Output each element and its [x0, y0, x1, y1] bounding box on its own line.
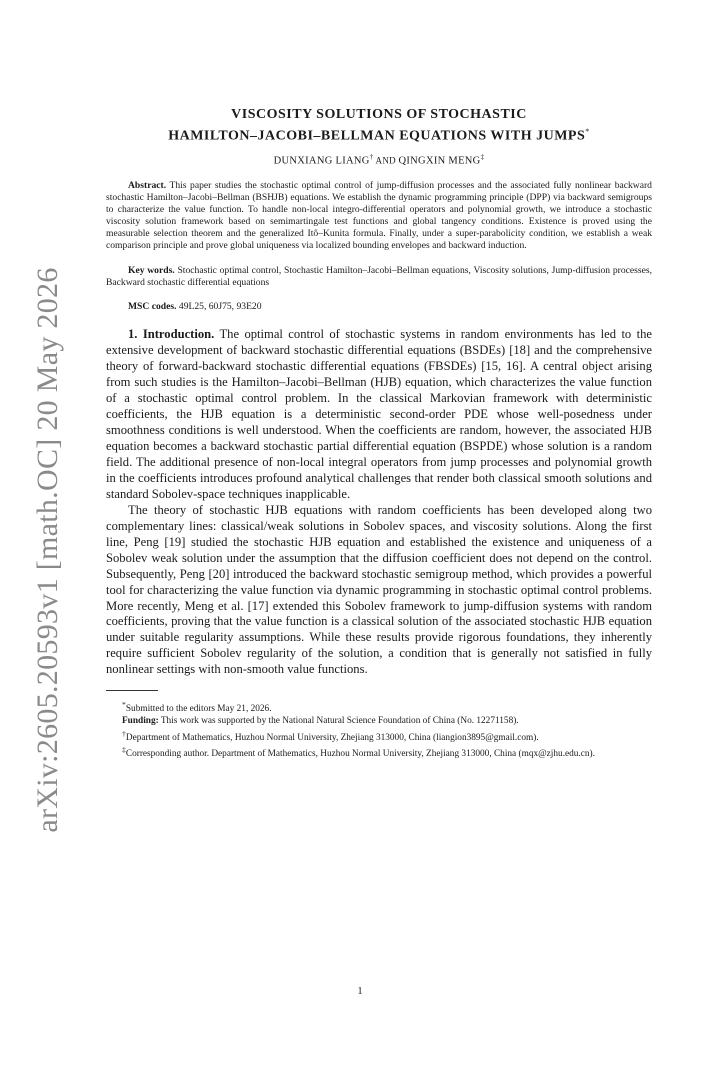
- arxiv-sidebar: [18, 267, 78, 833]
- footnote-funding: Funding: This work was supported by the National Natural Science Foundation of China (No. 12271158).: [122, 715, 519, 726]
- footnote-submitted: *Submitted to the editors May 21, 2026.: [122, 700, 272, 715]
- author-1: DUNXIANG LIANG: [273, 155, 370, 167]
- keywords-text: Stochastic optimal control, Stochastic Hamilton–Jacobi–Bellman equations, Viscosity solutions, Jump-diffusion processes, Backward stochastic differential equations: [106, 264, 653, 288]
- msc-text: 49L25, 60J75, 93E20: [178, 301, 262, 313]
- footnote-rule: [106, 690, 158, 691]
- footnotes: [106, 699, 652, 761]
- introduction-section: [106, 327, 652, 678]
- footnote-author-1: †Department of Mathematics, Huzhou Normal University, Zhejiang 313000, China (liangion3895@gmail.com).: [122, 728, 539, 743]
- footnote-3-mark: ‡: [122, 745, 126, 755]
- arxiv-identifier: arXiv:2605.20593v1 [math.OC] 20 May 2026: [31, 267, 64, 833]
- keywords-label: Key words.: [128, 264, 175, 276]
- title-line-1: VISCOSITY SOLUTIONS OF STOCHASTIC: [231, 107, 527, 122]
- page-number: 1: [357, 986, 363, 997]
- author-conjunction: AND: [373, 155, 399, 166]
- msc-codes: [106, 301, 652, 313]
- keywords: [106, 265, 652, 289]
- title-footnote-mark: *: [585, 127, 590, 136]
- title-line-2: HAMILTON–JACOBI–BELLMAN EQUATIONS WITH JUMPS*: [168, 127, 590, 144]
- page-content: [106, 106, 652, 761]
- author-2-mark: ‡: [480, 152, 485, 161]
- author-1-mark: †: [369, 152, 374, 161]
- abstract-text: This paper studies the stochastic optimal control of jump-diffusion processes and the associated fully nonlinear backward stochastic Hamilton–Jacobi–Bellman (BSHJB) equations. We establish the dynamic programming principle (DPP) via backward semigroups to characterize the value function. To handle non-local integro-differential operators and polynomial growth, we introduce a stochastic viscosity solution framework based on semimartingale test functions and global tangency conditions. Existence is proved using the measurable selection theorem and the generalized Itô–Kunita formula. Finally, under a super-parabolicity condition, we establish a weak comparison principle and prove global uniqueness via localized bounding envelopes and backward induction.: [106, 180, 652, 251]
- author-2: QINGXIN MENG: [398, 155, 481, 167]
- msc-label: MSC codes.: [128, 301, 177, 313]
- intro-paragraph-2: The theory of stochastic HJB equations with random coefficients has been developed along two complementary lines: classical/weak solutions in Sobolev spaces, and viscosity solutions. Along the first line, Peng [19] studied the stochastic HJB equation and established the existence and uniqueness of a Sobolev weak solution under the assumption that the diffusion coefficient does not depend on the control. Subsequently, Peng [20] introduced the backward stochastic semigroup method, which provides a powerful tool for characterizing the value function via dynamic programming in stochastic optimal control problems. More recently, Meng et al. [17] extended this Sobolev framework to jump-diffusion systems with random coefficients, proving that the value function is a classical solution of the associated stochastic HJB equation under suitable regularity assumptions. While these results provide rigorous foundations, they inherently require sufficient Sobolev regularity of the solution, a condition that is generally not satisfied in fully nonlinear settings with non-smooth value functions.: [106, 502, 652, 677]
- footnote-2-mark: †: [122, 728, 126, 738]
- funding-label: Funding:: [122, 715, 159, 726]
- footnote-author-2: ‡Corresponding author. Department of Mathematics, Huzhou Normal University, Zhejiang 313000, China (mqx@zjhu.edu.cn).: [122, 745, 595, 760]
- abstract: [106, 180, 652, 251]
- paper-title: [106, 106, 652, 145]
- intro-paragraph-1: [106, 327, 652, 502]
- intro-paragraph-1-text: The optimal control of stochastic systems in random environments has led to the extensive development of backward stochastic differential equations (BSDEs) [18] and the comprehensive theory of forward-backward stochastic differential equations (FBSDEs) [15, 16]. A central object arising from such studies is the Hamilton–Jacobi–Bellman (HJB) equation, which characterizes the value function of a stochastic optimal control problem. In the classical Markovian framework with deterministic coefficients, the HJB equation is a deterministic second-order PDE whose well-posedness under smoothness conditions is well understood. When the coefficients are random, however, the associated HJB equation becomes a backward stochastic partial differential equation (BSPDE) whose solution is a random field. The additional presence of non-local integral operators from jump processes and polynomial growth in the coefficients introduces profound analytical challenges that render both classical smooth solutions and standard Sobolev-space techniques inapplicable.: [106, 327, 653, 501]
- section-heading: 1. Introduction.: [128, 327, 215, 342]
- abstract-label: Abstract.: [128, 180, 167, 192]
- footnote-1-mark: *: [122, 700, 126, 710]
- author-list: [106, 153, 652, 167]
